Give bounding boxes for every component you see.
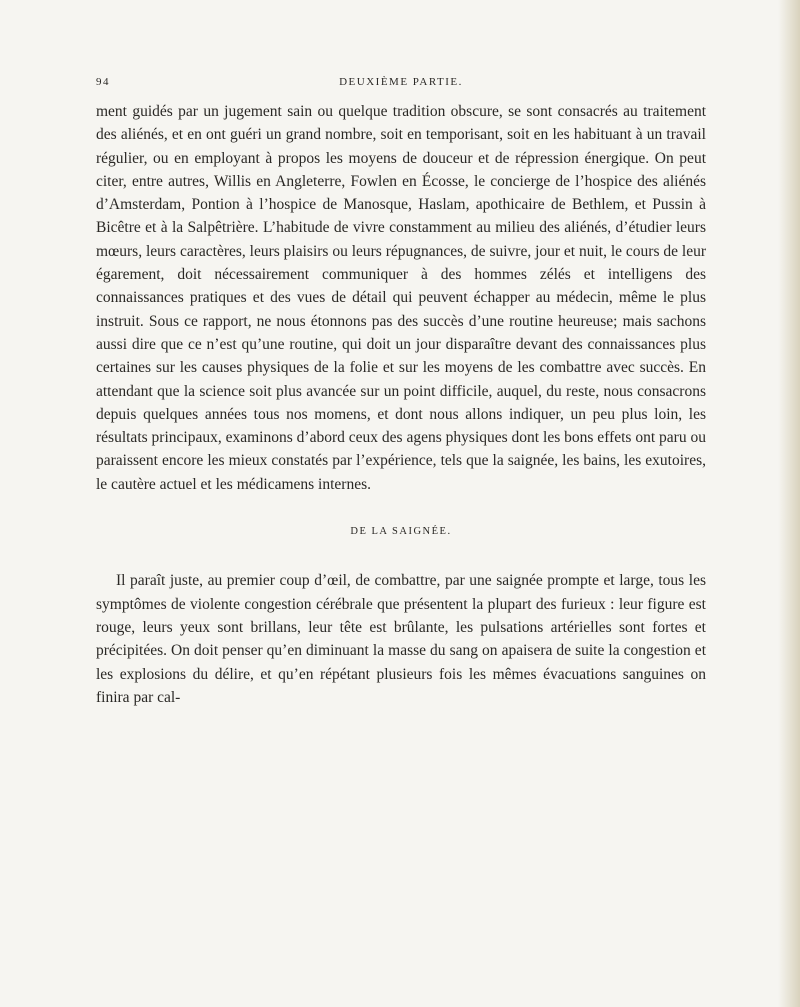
paragraph: ment guidés par un jugement sain ou quelque tradition obscure, se sont consacrés au traitement des aliénés, et en ont guéri un grand nombre, soit en temporisant, soit en les habituant à un travail régulier, ou en employant à propos les moyens de douceur et de répression énergique. On peut citer, entre autres, Willis en Angleterre, Fowlen en Écosse, le concierge de l’hospice des aliénés d’Amsterdam, Pontion à l’hospice de Manosque, Haslam, apothicaire de Bethlem, et Pussin à Bicêtre et à la Salpêtrière. L’habitude de vivre constamment au milieu des aliénés, d’étudier leurs mœurs, leurs caractères, leurs plaisirs ou leurs répugnances, de suivre, jour et nuit, le cours de leur égarement, doit nécessairement communiquer à des hommes zélés et intelligens des connaissances pratiques et des vues de détail qui peuvent échapper au médecin, même le plus instruit. Sous ce rapport, ne nous étonnons pas des succès d’une routine heureuse; mais sachons aussi dire que ce n’est qu’une routine, qui doit un jour disparaître devant des connaissances plus certaines sur les causes physiques de la folie et sur les moyens de les combattre avec succès. En attendant que la science soit plus avancée sur un point difficile, auquel, du reste, nous consacrons depuis quelques années tous nos momens, et dont nous allons indiquer, un peu plus loin, les résultats principaux, examinons d’abord ceux des agens physiques dont les bons effets ont paru ou paraissent encore les mieux constatés par l’expérience, tels que la saignée, les bains, les exutoires, le cautère actuel et les médicamens internes.	[96, 103, 706, 493]
page-header	[96, 76, 706, 94]
running-head: DEUXIÈME PARTIE.	[339, 76, 463, 88]
page-number: 94	[96, 76, 110, 88]
body-text	[96, 100, 706, 709]
section-heading: DE LA SAIGNÉE.	[350, 526, 452, 538]
page-edge-shadow	[778, 0, 800, 1007]
paragraph: Il paraît juste, au premier coup d’œil, de combattre, par une saignée prompte et large, tous les symptômes de violente congestion cérébrale que présentent la plupart des furieux : leur figure est rouge, leurs yeux sont brillans, leur tête est brûlante, les pulsations artérielles sont fortes et précipitées. On doit penser qu’en diminuant la masse du sang on apaisera de suite la congestion et les explosions du délire, et qu’en répétant plusieurs fois les mêmes évacuations sanguines on finira par cal-	[96, 572, 706, 706]
